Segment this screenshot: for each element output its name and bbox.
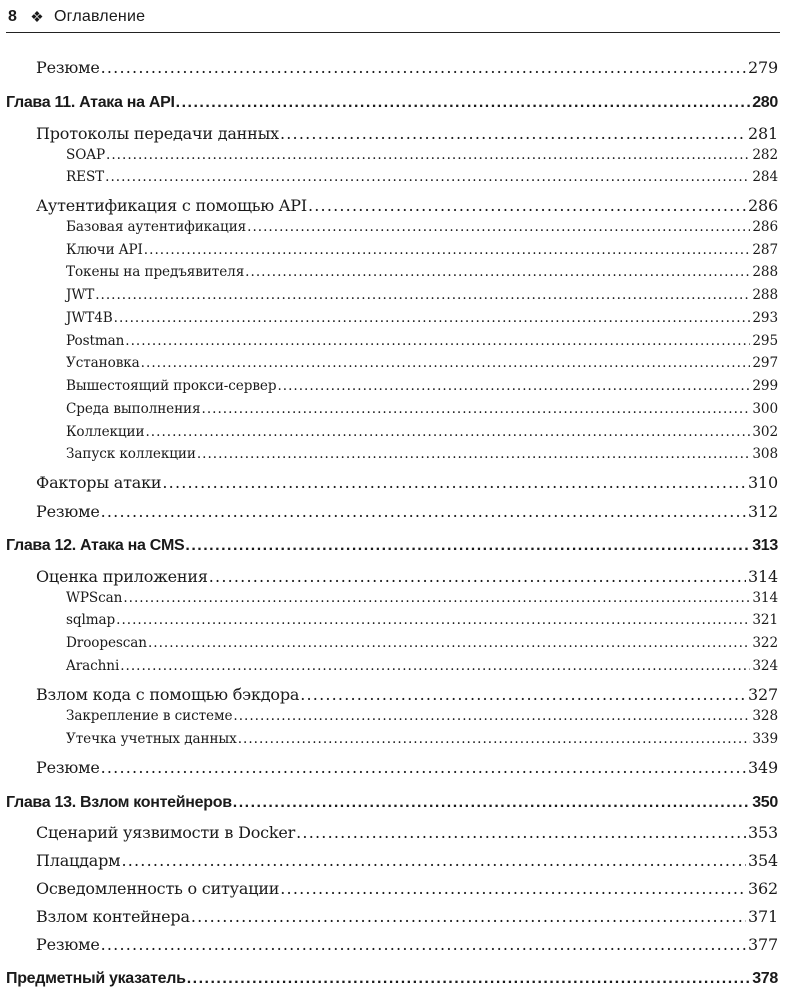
toc-entry-title: Глава 12. Атака на CMS <box>6 537 185 554</box>
toc-entry-title: Оценка приложения <box>36 567 208 586</box>
dot-leader <box>233 708 750 724</box>
dot-leader <box>95 287 750 303</box>
toc-entry-title: Предметный указатель <box>6 970 186 987</box>
toc-chapter-entry[interactable] <box>6 970 778 992</box>
toc-entry-title: Вышестоящий прокси-сервер <box>66 378 277 394</box>
toc-subentry[interactable] <box>66 446 778 468</box>
dot-leader <box>144 242 751 258</box>
toc-entry-title: Токены на предъявителя <box>66 264 245 280</box>
toc-subentry[interactable] <box>66 401 778 423</box>
toc-entry[interactable] <box>36 196 778 218</box>
toc-subentry[interactable] <box>66 590 778 612</box>
toc-entry-title: Утечка учетных данных <box>66 731 237 747</box>
toc-entry-title: Факторы атаки <box>36 473 162 492</box>
toc-entry-page: 371 <box>748 907 778 926</box>
dot-leader <box>121 851 746 870</box>
toc-entry-page: 322 <box>752 635 778 651</box>
dot-leader <box>233 794 750 812</box>
dot-leader <box>308 196 746 215</box>
running-header <box>8 4 778 30</box>
toc-entry-page: 312 <box>748 502 778 521</box>
dot-leader <box>162 473 746 492</box>
toc-entry[interactable] <box>36 473 778 495</box>
toc-entry[interactable] <box>36 879 778 901</box>
toc-entry-title: Среда выполнения <box>66 401 201 417</box>
toc-entry-page: 354 <box>748 851 778 870</box>
dot-leader <box>148 635 750 651</box>
toc-entry[interactable] <box>36 851 778 873</box>
toc-entry-title: REST <box>66 169 105 185</box>
dot-leader <box>101 502 746 521</box>
toc-subentry[interactable] <box>66 219 778 241</box>
toc-subentry[interactable] <box>66 287 778 309</box>
toc-entry-title: Плацдарм <box>36 851 121 870</box>
dot-leader <box>185 537 750 555</box>
dot-leader <box>245 264 750 280</box>
toc-entry-page: 299 <box>752 378 778 394</box>
toc-subentry[interactable] <box>66 333 778 355</box>
toc-entry-page: 321 <box>752 612 778 628</box>
toc-entry-page: 308 <box>752 446 778 462</box>
toc-entry-title: Осведомленность о ситуации <box>36 879 280 898</box>
running-header-title: Оглавление <box>54 8 146 25</box>
toc-chapter-entry[interactable] <box>6 94 778 116</box>
dot-leader <box>197 446 751 462</box>
toc-subentry[interactable] <box>66 612 778 634</box>
toc-subentry[interactable] <box>66 355 778 377</box>
dot-leader <box>277 378 750 394</box>
toc-entry-page: 300 <box>752 401 778 417</box>
toc-entry-page: 284 <box>752 169 778 185</box>
toc-entry-page: 279 <box>748 58 778 77</box>
toc-entry-page: 302 <box>752 424 778 440</box>
toc-entry-page: 314 <box>752 590 778 606</box>
toc-entry-title: Базовая аутентификация <box>66 219 247 235</box>
diamond-ornament-icon: ❖ <box>30 9 44 26</box>
dot-leader <box>105 169 750 185</box>
toc-entry-title: JWT <box>66 287 95 303</box>
toc-entry-page: 314 <box>748 567 778 586</box>
toc-entry-page: 286 <box>752 219 778 235</box>
toc-entry-page: 324 <box>752 658 778 674</box>
toc-entry-title: Резюме <box>36 58 100 77</box>
dot-leader <box>202 401 751 417</box>
toc-entry-page: 286 <box>748 196 778 215</box>
toc-entry-page: 281 <box>748 124 778 143</box>
toc-entry-title: Droopescan <box>66 635 147 651</box>
toc-entry[interactable] <box>36 685 778 707</box>
header-rule <box>6 32 780 33</box>
toc-subentry[interactable] <box>66 147 778 169</box>
toc-entry-title: JWT4B <box>66 310 113 326</box>
dot-leader <box>191 907 746 926</box>
dot-leader <box>116 612 750 628</box>
toc-entry-title: sqlmap <box>66 612 116 628</box>
toc-subentry[interactable] <box>66 169 778 191</box>
toc-entry-title: Протоколы передачи данных <box>36 124 279 143</box>
page-number: 8 <box>8 8 17 25</box>
toc-entry-title: Установка <box>66 355 140 371</box>
dot-leader <box>296 823 746 842</box>
toc-entry[interactable] <box>36 502 778 524</box>
toc-entry-page: 313 <box>752 537 778 554</box>
dot-leader <box>238 731 751 747</box>
toc-entry-title: WPScan <box>66 590 123 606</box>
toc-entry-title: Резюме <box>36 502 100 521</box>
toc-subentry[interactable] <box>66 708 778 730</box>
toc-entry-page: 353 <box>748 823 778 842</box>
toc-entry-page: 280 <box>752 94 778 111</box>
toc-entry-page: 377 <box>748 935 778 954</box>
toc-subentry[interactable] <box>66 264 778 286</box>
dot-leader <box>145 424 750 440</box>
dot-leader <box>106 147 750 163</box>
toc-entry-title: Аутентификация с помощью API <box>36 196 307 215</box>
toc-entry[interactable] <box>36 935 778 957</box>
dot-leader <box>247 219 750 235</box>
toc-entry-title: SOAP <box>66 147 106 163</box>
toc-entry-page: 328 <box>752 708 778 724</box>
dot-leader <box>123 590 750 606</box>
toc-entry-page: 287 <box>752 242 778 258</box>
toc-entry-page: 327 <box>748 685 778 704</box>
dot-leader <box>101 58 746 77</box>
toc-entry-title: Arachni <box>66 658 120 674</box>
toc-subentry[interactable] <box>66 424 778 446</box>
toc-entry-page: 310 <box>748 473 778 492</box>
toc-entry-page: 295 <box>752 333 778 349</box>
toc-entry-page: 288 <box>752 264 778 280</box>
dot-leader <box>120 658 750 674</box>
dot-leader <box>280 124 746 143</box>
toc-entry-title: Postman <box>66 333 125 349</box>
toc-entry[interactable] <box>36 58 778 80</box>
toc-entry-page: 293 <box>752 310 778 326</box>
toc-entry-title: Ключи API <box>66 242 143 258</box>
toc-entry[interactable] <box>36 907 778 929</box>
toc-entry-page: 350 <box>752 794 778 811</box>
toc-entry[interactable] <box>36 567 778 589</box>
toc-entry-title: Взлом контейнера <box>36 907 190 926</box>
toc-entry-title: Коллекции <box>66 424 145 440</box>
toc-entry[interactable] <box>36 124 778 146</box>
toc-entry-title: Взлом кода с помощью бэкдора <box>36 685 300 704</box>
toc-subentry[interactable] <box>66 658 778 680</box>
toc-chapter-entry[interactable] <box>6 794 778 816</box>
dot-leader <box>141 355 751 371</box>
dot-leader <box>300 685 746 704</box>
toc-entry[interactable] <box>36 758 778 780</box>
toc-entry-title: Глава 13. Взлом контейнеров <box>6 794 232 811</box>
toc-subentry[interactable] <box>66 635 778 657</box>
toc-subentry[interactable] <box>66 731 778 753</box>
toc-entry-title: Сценарий уязвимости в Docker <box>36 823 296 842</box>
toc-subentry[interactable] <box>66 242 778 264</box>
toc-entry-page: 349 <box>748 758 778 777</box>
toc-entry-page: 282 <box>752 147 778 163</box>
toc-subentry[interactable] <box>66 310 778 332</box>
toc-subentry[interactable] <box>66 378 778 400</box>
dot-leader <box>114 310 751 326</box>
dot-leader <box>176 94 751 112</box>
dot-leader <box>209 567 746 586</box>
toc-chapter-entry[interactable] <box>6 537 778 559</box>
toc-entry[interactable] <box>36 823 778 845</box>
toc-entry-title: Глава 11. Атака на API <box>6 94 175 111</box>
toc-entry-page: 339 <box>752 731 778 747</box>
toc-entry-page: 297 <box>752 355 778 371</box>
dot-leader <box>280 879 746 898</box>
toc-entry-page: 288 <box>752 287 778 303</box>
toc-entry-title: Резюме <box>36 758 100 777</box>
dot-leader <box>187 970 751 988</box>
toc-entry-page: 362 <box>748 879 778 898</box>
dot-leader <box>101 935 746 954</box>
dot-leader <box>101 758 746 777</box>
toc-entry-title: Резюме <box>36 935 100 954</box>
toc-entry-title: Закрепление в системе <box>66 708 233 724</box>
dot-leader <box>125 333 750 349</box>
toc-entry-page: 378 <box>752 970 778 987</box>
toc-entry-title: Запуск коллекции <box>66 446 196 462</box>
